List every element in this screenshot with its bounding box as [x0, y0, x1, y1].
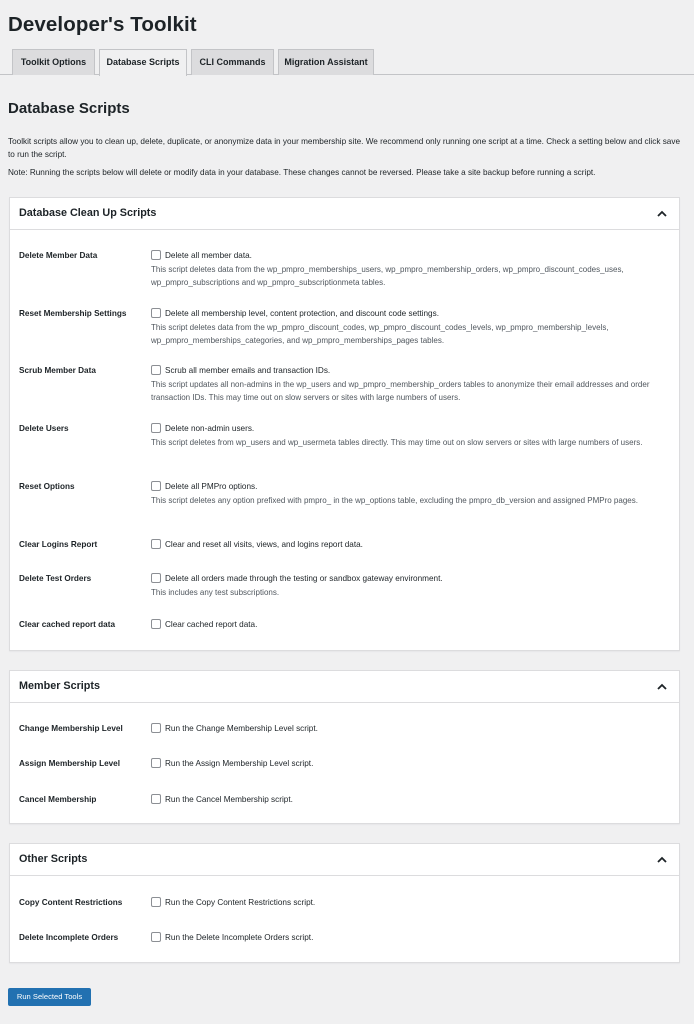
checkbox-label[interactable]: Delete all membership level, content protection, and discount code settings.: [165, 309, 439, 318]
warning-note: Note: Running the scripts below will delete or modify data in your database. These changes cannot be reversed. Please take a site backup before running a script.: [8, 168, 596, 177]
checkbox-label[interactable]: Run the Change Membership Level script.: [165, 724, 318, 733]
checkbox-label[interactable]: Clear cached report data.: [165, 620, 258, 629]
row-label: Assign Membership Level: [19, 759, 121, 768]
page-title: Developer's Toolkit: [8, 13, 197, 36]
row-label: Delete Incomplete Orders: [19, 933, 119, 942]
tab-migration-assistant[interactable]: Migration Assistant: [278, 49, 374, 75]
checkbox-label[interactable]: Delete non-admin users.: [165, 424, 255, 433]
cleanup-scripts-title: Database Clean Up Scripts: [19, 207, 157, 219]
chevron-up-icon[interactable]: [655, 207, 669, 221]
cancel-membership-checkbox[interactable]: [151, 794, 161, 804]
cleanup-scripts-box: [9, 197, 680, 651]
change-membership-level-checkbox[interactable]: [151, 723, 161, 733]
other-scripts-header[interactable]: [10, 844, 679, 876]
checkbox-label[interactable]: Run the Assign Membership Level script.: [165, 759, 314, 768]
row-label: Change Membership Level: [19, 724, 123, 733]
row-label: Cancel Membership: [19, 795, 97, 804]
checkbox-label[interactable]: Run the Cancel Membership script.: [165, 795, 293, 804]
script-description: This includes any test subscriptions.: [151, 588, 280, 597]
checkbox-label[interactable]: Run the Copy Content Restrictions script.: [165, 898, 316, 907]
checkbox-label[interactable]: Run the Delete Incomplete Orders script.: [165, 933, 314, 942]
checkbox-label[interactable]: Delete all member data.: [165, 251, 252, 260]
row-label: Delete Member Data: [19, 251, 98, 260]
cleanup-scripts-header[interactable]: [10, 198, 679, 230]
nav-tabs: [0, 49, 694, 75]
checkbox-label[interactable]: Delete all PMPro options.: [165, 482, 258, 491]
row-label: Reset Options: [19, 482, 75, 491]
row-label: Reset Membership Settings: [19, 309, 127, 318]
checkbox-label[interactable]: Delete all orders made through the testing or sandbox gateway environment.: [165, 574, 443, 583]
delete-incomplete-orders-checkbox[interactable]: [151, 932, 161, 942]
copy-content-restrictions-checkbox[interactable]: [151, 897, 161, 907]
clear-cached-report-data-checkbox[interactable]: [151, 619, 161, 629]
reset-options-checkbox[interactable]: [151, 481, 161, 491]
row-label: Copy Content Restrictions: [19, 898, 123, 907]
member-scripts-title: Member Scripts: [19, 680, 101, 692]
script-description: This script deletes from wp_users and wp_usermeta tables directly. This may time out on slow servers or sites with large numbers of users.: [151, 438, 643, 447]
intro-text: Toolkit scripts allow you to clean up, delete, duplicate, or anonymize data in your membership site. We recommend only running one script at a time. Check a setting below and click save to run the script.: [8, 137, 681, 159]
row-label: Delete Test Orders: [19, 574, 92, 583]
section-title: Database Scripts: [8, 100, 130, 117]
reset-membership-settings-checkbox[interactable]: [151, 308, 161, 318]
row-label: Clear cached report data: [19, 620, 116, 629]
delete-users-checkbox[interactable]: [151, 423, 161, 433]
script-description: This script deletes any option prefixed with pmpro_ in the wp_options table, excluding the pmpro_db_version and assigned PMPro pages.: [151, 496, 638, 505]
tab-database-scripts[interactable]: Database Scripts: [99, 49, 187, 76]
checkbox-label[interactable]: Clear and reset all visits, views, and logins report data.: [165, 540, 363, 549]
row-label: Delete Users: [19, 424, 69, 433]
clear-logins-report-checkbox[interactable]: [151, 539, 161, 549]
script-description: This script deletes data from the wp_pmpro_discount_codes, wp_pmpro_discount_codes_levels, wp_pmpro_membership_levels, wp_pmpro_memberships_categories, and wp_pmpro_memberships_pages tables.: [151, 323, 609, 345]
other-scripts-box: [9, 843, 680, 963]
member-scripts-header[interactable]: [10, 671, 679, 703]
scrub-member-data-checkbox[interactable]: [151, 365, 161, 375]
script-description: This script deletes data from the wp_pmpro_memberships_users, wp_pmpro_membership_orders, wp_pmpro_discount_codes_uses, wp_pmpro_subscriptions and wp_pmpro_subscriptionmeta tables.: [151, 265, 624, 287]
row-label: Clear Logins Report: [19, 540, 98, 549]
member-scripts-box: [9, 670, 680, 824]
row-label: Scrub Member Data: [19, 366, 96, 375]
chevron-up-icon[interactable]: [655, 680, 669, 694]
tab-cli-commands[interactable]: CLI Commands: [191, 49, 274, 75]
checkbox-label[interactable]: Scrub all member emails and transaction IDs.: [165, 366, 331, 375]
run-selected-tools-button[interactable]: Run Selected Tools: [8, 988, 91, 1006]
script-description: This script updates all non-admins in the wp_users and wp_pmpro_membership_orders tables to anonymize their email addresses and order transaction IDs. This may time out on slow servers or sites with large numbers of users.: [151, 380, 650, 402]
delete-test-orders-checkbox[interactable]: [151, 573, 161, 583]
chevron-up-icon[interactable]: [655, 853, 669, 867]
assign-membership-level-checkbox[interactable]: [151, 758, 161, 768]
tab-toolkit-options[interactable]: Toolkit Options: [12, 49, 95, 75]
other-scripts-title: Other Scripts: [19, 853, 88, 865]
delete-member-data-checkbox[interactable]: [151, 250, 161, 260]
